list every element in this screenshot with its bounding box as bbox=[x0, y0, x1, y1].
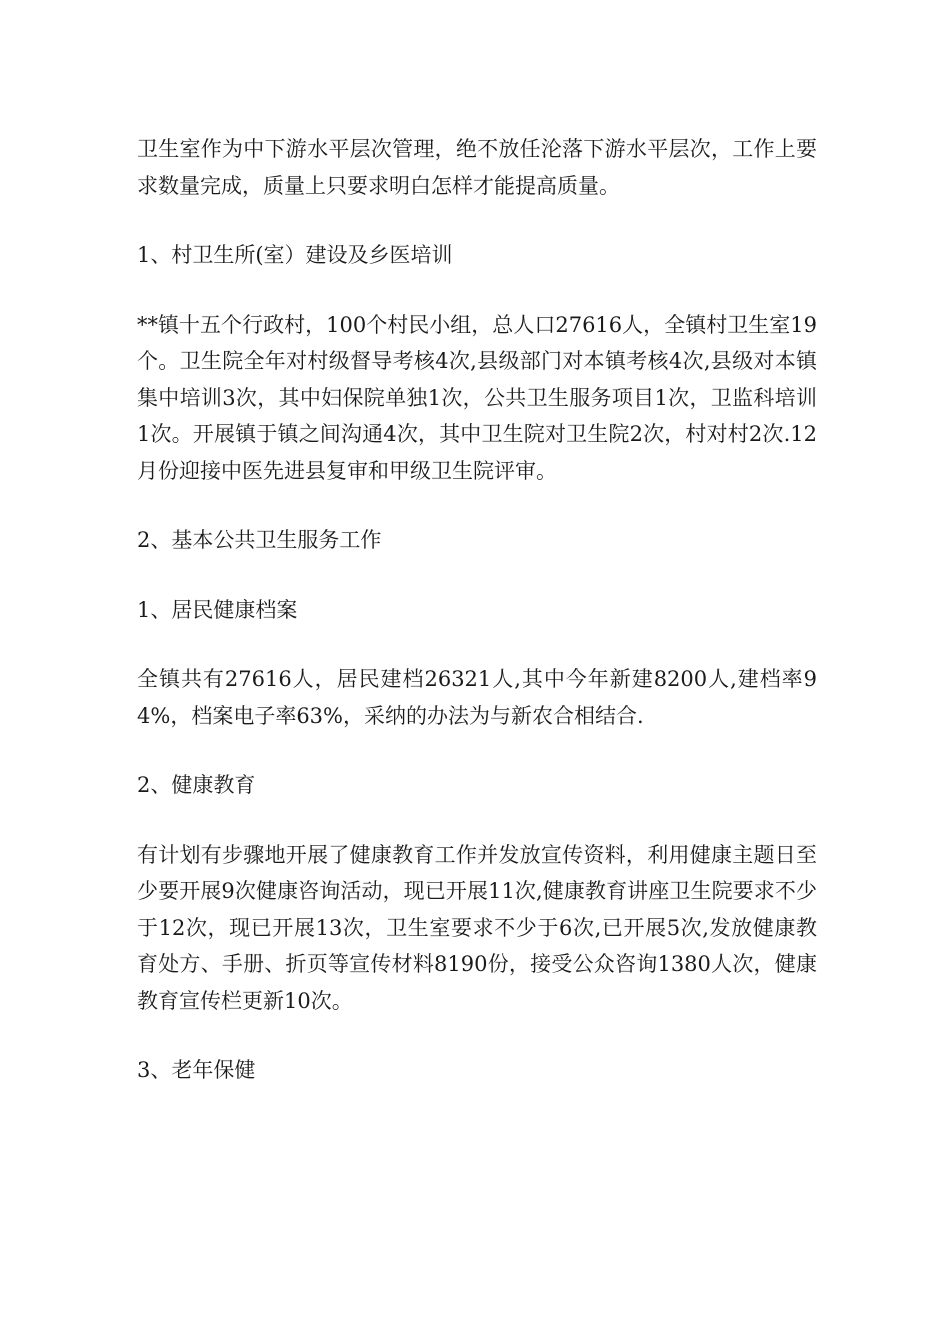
subsection-heading-health-records: 1、居民健康档案 bbox=[137, 597, 298, 622]
intro-paragraph: 卫生室作为中下游水平层次管理，绝不放任沦落下游水平层次，工作上要求数量完成，质量上只要求明白怎样才能提高质量。 bbox=[137, 137, 817, 198]
health-education-paragraph: 有计划有步骤地开展了健康教育工作并发放宣传资料，利用健康主题日至少要开展9次健康咨询活动，现已开展11次,健康教育讲座卫生院要求不少于12次，现已开展13次，卫生室要求不少于6次,已开展5次,发放健康教育处方、手册、折页等宣传材料8190份，接受公众咨询1380人次，健康教育宣传栏更新10次。 bbox=[137, 842, 817, 1013]
subsection-heading-elderly-care: 3、老年保健 bbox=[137, 1058, 256, 1082]
document-body bbox=[137, 131, 817, 1089]
village-clinic-paragraph: **镇十五个行政村，100个村民小组，总人口27616人，全镇村卫生室19个。卫生院全年对村级督导考核4次,县级部门对本镇考核4次,县级对本镇集中培训3次，其中妇保院单独1次，公共卫生服务项目1次，卫监科培训1次。开展镇于镇之间沟通4次，其中卫生院对卫生院2次，村对村2次.12月份迎接中医先进县复审和甲级卫生院评审。 bbox=[137, 312, 817, 483]
section-heading-public-health: 2、基本公共卫生服务工作 bbox=[137, 528, 382, 552]
section-heading-village-clinic: 1、村卫生所(室）建设及乡医培训 bbox=[137, 243, 453, 267]
subsection-heading-health-education: 2、健康教育 bbox=[137, 773, 256, 797]
health-records-paragraph: 全镇共有27616人，居民建档26321人,其中今年新建8200人,建档率94%，档案电子率63%，采纳的办法为与新农合相结合. bbox=[137, 667, 817, 728]
